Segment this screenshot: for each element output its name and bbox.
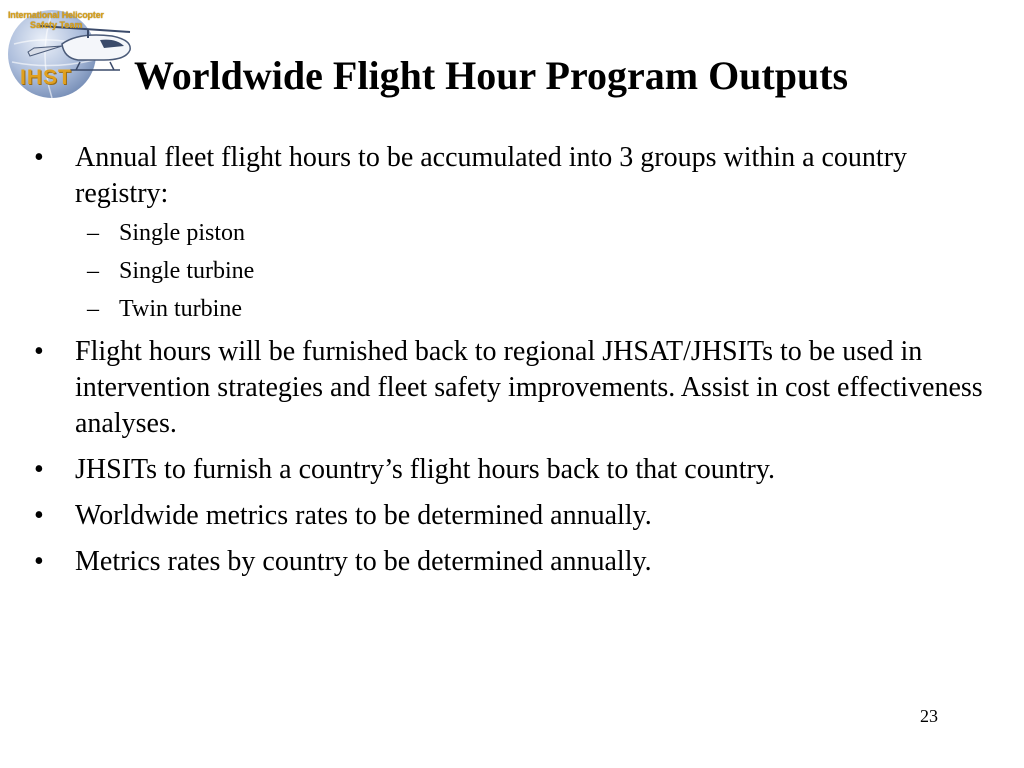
page-number: 23 bbox=[920, 706, 938, 726]
sub-bullet-dash: – bbox=[87, 296, 99, 322]
bullet-dot: • bbox=[34, 454, 44, 485]
bullet-item bbox=[32, 544, 992, 580]
logo-line1: International Helicopter bbox=[8, 10, 104, 20]
sub-bullet-text: Single piston bbox=[119, 220, 246, 246]
sub-bullet-list bbox=[75, 218, 992, 324]
bullet-text: Annual fleet flight hours to be accumulated into 3 groups within a country registry: bbox=[75, 142, 908, 209]
bullet-dot: • bbox=[34, 546, 44, 577]
logo-line2: Safety Team bbox=[30, 20, 83, 30]
sub-bullet-item bbox=[75, 218, 992, 248]
bullet-text: JHSITs to furnish a country’s flight hours back to that country. bbox=[75, 454, 776, 485]
bullet-text: Flight hours will be furnished back to regional JHSAT/JHSITs to be used in intervention strategies and fleet safety improvements. Assist in cost effectiveness analyses. bbox=[75, 336, 983, 439]
bullet-item bbox=[32, 498, 992, 534]
ihst-logo bbox=[0, 4, 140, 104]
bullet-text: Worldwide metrics rates to be determined annually. bbox=[75, 500, 652, 531]
bullet-text: Metrics rates by country to be determined annually. bbox=[75, 546, 652, 577]
sub-bullet-item bbox=[75, 294, 992, 324]
bullet-item bbox=[32, 334, 992, 442]
sub-bullet-dash: – bbox=[87, 220, 99, 246]
slide-title: Worldwide Flight Hour Program Outputs bbox=[134, 53, 849, 98]
bullet-list bbox=[32, 140, 992, 580]
bullet-dot: • bbox=[34, 142, 44, 173]
sub-bullet-item bbox=[75, 256, 992, 286]
bullet-dot: • bbox=[34, 500, 44, 531]
logo-brand: IHST bbox=[20, 66, 72, 89]
sub-bullet-text: Single turbine bbox=[119, 258, 255, 284]
slide-content bbox=[32, 140, 992, 590]
bullet-item bbox=[32, 140, 992, 324]
sub-bullet-text: Twin turbine bbox=[119, 296, 242, 322]
bullet-item bbox=[32, 452, 992, 488]
sub-bullet-dash: – bbox=[87, 258, 99, 284]
bullet-dot: • bbox=[34, 336, 44, 367]
